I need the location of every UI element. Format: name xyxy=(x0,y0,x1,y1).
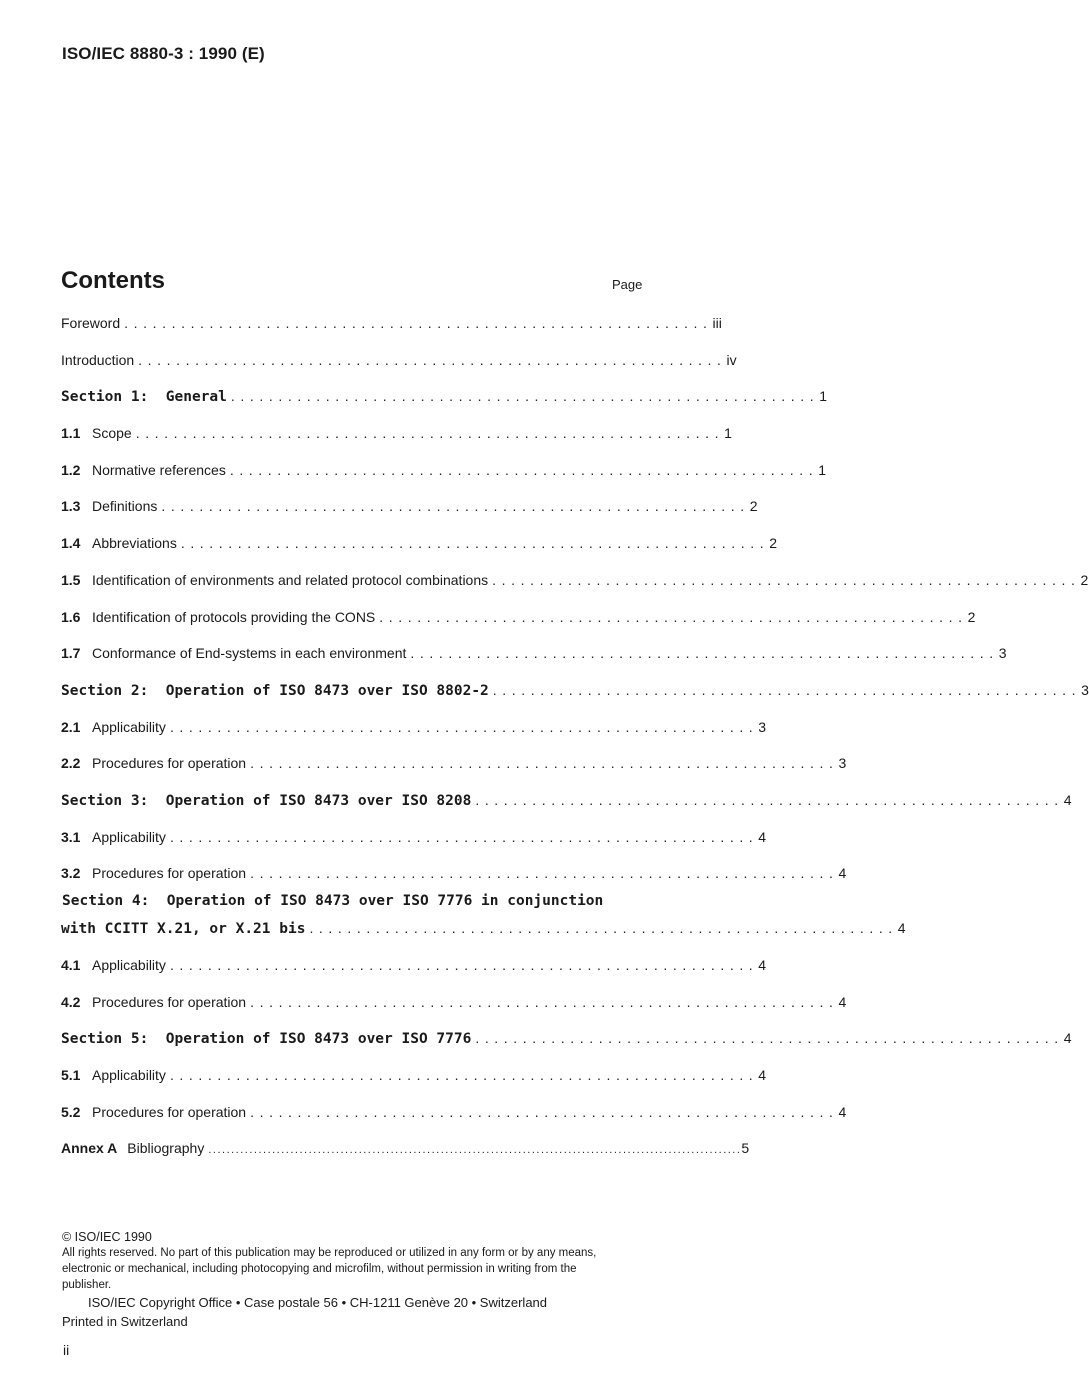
toc-title: Applicability xyxy=(92,718,166,735)
toc-page: 3 xyxy=(1081,681,1089,698)
toc-title: Normative references xyxy=(92,461,226,478)
dot-leader: .............................................................. xyxy=(169,957,759,973)
toc-title: Identification of protocols providing the CONS xyxy=(92,608,376,625)
toc-label xyxy=(61,823,170,851)
toc-page: 2 xyxy=(749,498,758,515)
toc-page: 3 xyxy=(758,718,767,735)
dot-leader: .............................................................. xyxy=(379,608,968,625)
toc-entry-introduction[interactable] xyxy=(61,346,737,374)
toc-page: 4 xyxy=(838,993,847,1010)
toc-title: Operation of ISO 8473 over ISO 7776 xyxy=(165,1031,472,1048)
toc-title: Definitions xyxy=(92,498,158,515)
toc-number: Section 5: xyxy=(61,1031,149,1048)
toc-number: 1.3 xyxy=(61,498,81,515)
dot-leader: .............................................................. xyxy=(229,461,819,478)
dot-leader: .............................................................. xyxy=(138,351,727,368)
toc-label xyxy=(61,1098,250,1126)
table-of-contents xyxy=(61,309,1089,1171)
toc-entry-1-7[interactable] xyxy=(61,639,1007,667)
toc-entry-5-2[interactable] xyxy=(61,1098,847,1126)
dot-leader: .............................................................. xyxy=(492,681,1082,698)
toc-page: 4 xyxy=(758,957,767,973)
printed-in: Printed in Switzerland xyxy=(62,1314,188,1329)
toc-number: 5.2 xyxy=(61,1103,81,1120)
dot-leader: .............................................................. xyxy=(169,828,759,845)
toc-entry-2-1[interactable] xyxy=(61,713,767,741)
toc-entry-1-5[interactable] xyxy=(61,566,1089,594)
toc-entry-1-2[interactable] xyxy=(61,456,826,484)
toc-label xyxy=(61,603,379,631)
copyright-office-address: ISO/IEC Copyright Office • Case postale 56 • CH-1211 Genève 20 • Switzerland xyxy=(88,1295,548,1310)
toc-page: 2 xyxy=(1080,571,1089,588)
toc-label xyxy=(61,1061,170,1089)
toc-page: 4 xyxy=(1063,1030,1072,1047)
toc-number: 1.6 xyxy=(61,608,81,625)
toc-number: 5.1 xyxy=(61,1067,81,1084)
rights-statement: All rights reserved. No part of this publication may be reproduced or utilized in any form or by any means, electronic or mechanical, including photocopying and microfilm, without permission in writing from the publisher. xyxy=(62,1247,597,1291)
toc-title: Abbreviations xyxy=(92,535,177,552)
dot-leader: .............................................................. xyxy=(161,498,750,515)
toc-page: 1 xyxy=(818,461,826,478)
toc-entry-1-4[interactable] xyxy=(61,529,777,557)
toc-entry-foreword[interactable] xyxy=(61,309,722,337)
dot-leader: ..................................................................................................................... xyxy=(208,1144,742,1157)
toc-label xyxy=(61,859,250,887)
toc-number: 1.1 xyxy=(61,425,81,442)
toc-number: Section 1: xyxy=(61,389,149,406)
dot-leader: .............................................................. xyxy=(309,920,898,936)
toc-label xyxy=(61,951,170,979)
toc-label: Introduction xyxy=(61,351,135,368)
toc-entry-1-3[interactable] xyxy=(61,492,758,520)
toc-label xyxy=(61,677,493,705)
toc-entry-5-1[interactable] xyxy=(61,1061,767,1089)
toc-page: 4 xyxy=(838,1103,847,1120)
toc-number: Section 2: xyxy=(61,682,149,699)
toc-entry-3-2[interactable] xyxy=(61,859,847,887)
toc-label: Foreword xyxy=(61,315,121,331)
dot-leader: .............................................................. xyxy=(169,718,759,735)
toc-entry-4-1[interactable] xyxy=(61,951,767,979)
toc-page: 1 xyxy=(724,425,732,442)
toc-title: Identification of environments and related protocol combinations xyxy=(92,571,489,588)
toc-entry-annex-a[interactable] xyxy=(61,1134,750,1162)
toc-number: 1.4 xyxy=(61,535,81,552)
toc-label-continued: with CCITT X.21, or X.21 bis xyxy=(61,921,306,937)
toc-label xyxy=(62,887,603,915)
dot-leader: .............................................................. xyxy=(475,1030,1064,1047)
toc-label xyxy=(61,383,231,411)
page-number: ii xyxy=(63,1342,70,1358)
toc-title: Scope xyxy=(92,425,132,442)
toc-title: Applicability xyxy=(92,1067,166,1084)
toc-entry-3-1[interactable] xyxy=(61,823,767,851)
toc-number: Section 3: xyxy=(61,792,149,809)
toc-label xyxy=(61,456,230,484)
dot-leader: .............................................................. xyxy=(250,755,839,772)
toc-title: General xyxy=(165,389,227,406)
toc-page: 4 xyxy=(838,865,847,882)
toc-label xyxy=(61,419,136,447)
toc-page: 4 xyxy=(758,1067,767,1084)
toc-number: 4.1 xyxy=(61,957,81,973)
dot-leader: .............................................................. xyxy=(169,1067,759,1084)
toc-entry-section-5[interactable] xyxy=(61,1024,1072,1052)
toc-title: Procedures for operation xyxy=(92,1103,247,1120)
toc-title: Operation of ISO 8473 over ISO 8208 xyxy=(165,792,472,809)
toc-title: Applicability xyxy=(92,828,166,845)
toc-entry-section-4[interactable] xyxy=(61,893,906,942)
toc-page: iii xyxy=(712,315,722,331)
contents-title: Contents xyxy=(61,267,165,294)
toc-number: 1.2 xyxy=(61,461,81,478)
toc-page: iv xyxy=(726,351,737,368)
toc-entry-1-6[interactable] xyxy=(61,603,976,631)
toc-number: 2.1 xyxy=(61,718,81,735)
toc-page: 2 xyxy=(769,535,777,552)
toc-entry-4-2[interactable] xyxy=(61,988,847,1016)
toc-page: 4 xyxy=(897,920,906,936)
toc-label xyxy=(61,988,250,1016)
toc-number: 1.5 xyxy=(61,571,81,588)
toc-label xyxy=(61,529,181,557)
toc-number: 1.7 xyxy=(61,645,81,662)
toc-title: Operation of ISO 8473 over ISO 8802-2 xyxy=(165,682,489,699)
toc-number: Section 4: xyxy=(62,893,150,909)
toc-page: 3 xyxy=(838,755,847,772)
toc-page: 5 xyxy=(741,1140,750,1157)
toc-title: Applicability xyxy=(92,957,166,973)
dot-leader: .............................................................. xyxy=(180,535,770,552)
toc-label xyxy=(61,787,475,815)
toc-page: 1 xyxy=(819,388,828,405)
page-column-label: Page xyxy=(612,277,643,292)
toc-title: Bibliography xyxy=(127,1140,205,1157)
dot-leader: .............................................................. xyxy=(475,791,1064,808)
toc-entry-section-3[interactable] xyxy=(61,786,1072,814)
dot-leader: .............................................................. xyxy=(230,388,820,405)
toc-page: 2 xyxy=(967,608,976,625)
toc-label xyxy=(61,749,250,777)
toc-entry-section-1[interactable] xyxy=(61,382,828,410)
toc-number: 2.2 xyxy=(61,755,81,772)
toc-title: Procedures for operation xyxy=(92,993,247,1010)
toc-number: 3.2 xyxy=(61,865,81,882)
dot-leader: .............................................................. xyxy=(250,865,839,882)
toc-label xyxy=(61,713,170,741)
copyright-line: © ISO/IEC 1990 xyxy=(62,1230,152,1244)
toc-number: 4.2 xyxy=(61,993,81,1010)
toc-number: Annex A xyxy=(61,1140,118,1157)
copyright-notice xyxy=(62,1229,622,1330)
toc-label xyxy=(61,566,492,594)
toc-title: Procedures for operation xyxy=(92,865,247,882)
toc-page: 4 xyxy=(758,828,767,845)
toc-title: Operation of ISO 8473 over ISO 7776 in conjunction xyxy=(166,893,604,909)
toc-title: Conformance of End-systems in each environment xyxy=(92,645,407,662)
dot-leader: .............................................................. xyxy=(250,993,839,1010)
dot-leader: .............................................................. xyxy=(492,571,1081,588)
toc-label xyxy=(61,1134,208,1162)
dot-leader: .............................................................. xyxy=(410,645,999,662)
toc-number: 3.1 xyxy=(61,828,81,845)
toc-title: Procedures for operation xyxy=(92,755,247,772)
toc-label xyxy=(61,639,410,667)
dot-leader: .............................................................. xyxy=(124,315,713,331)
toc-entry-2-2[interactable] xyxy=(61,749,847,777)
toc-page: 3 xyxy=(998,645,1007,662)
toc-page: 4 xyxy=(1063,791,1072,808)
toc-entry-1-1[interactable] xyxy=(61,419,732,447)
toc-label xyxy=(61,1025,475,1053)
toc-label xyxy=(61,492,161,520)
toc-entry-section-2[interactable] xyxy=(61,676,1089,704)
document-header: ISO/IEC 8880-3 : 1990 (E) xyxy=(62,44,265,63)
dot-leader: .............................................................. xyxy=(250,1103,839,1120)
dot-leader: .............................................................. xyxy=(135,425,725,442)
